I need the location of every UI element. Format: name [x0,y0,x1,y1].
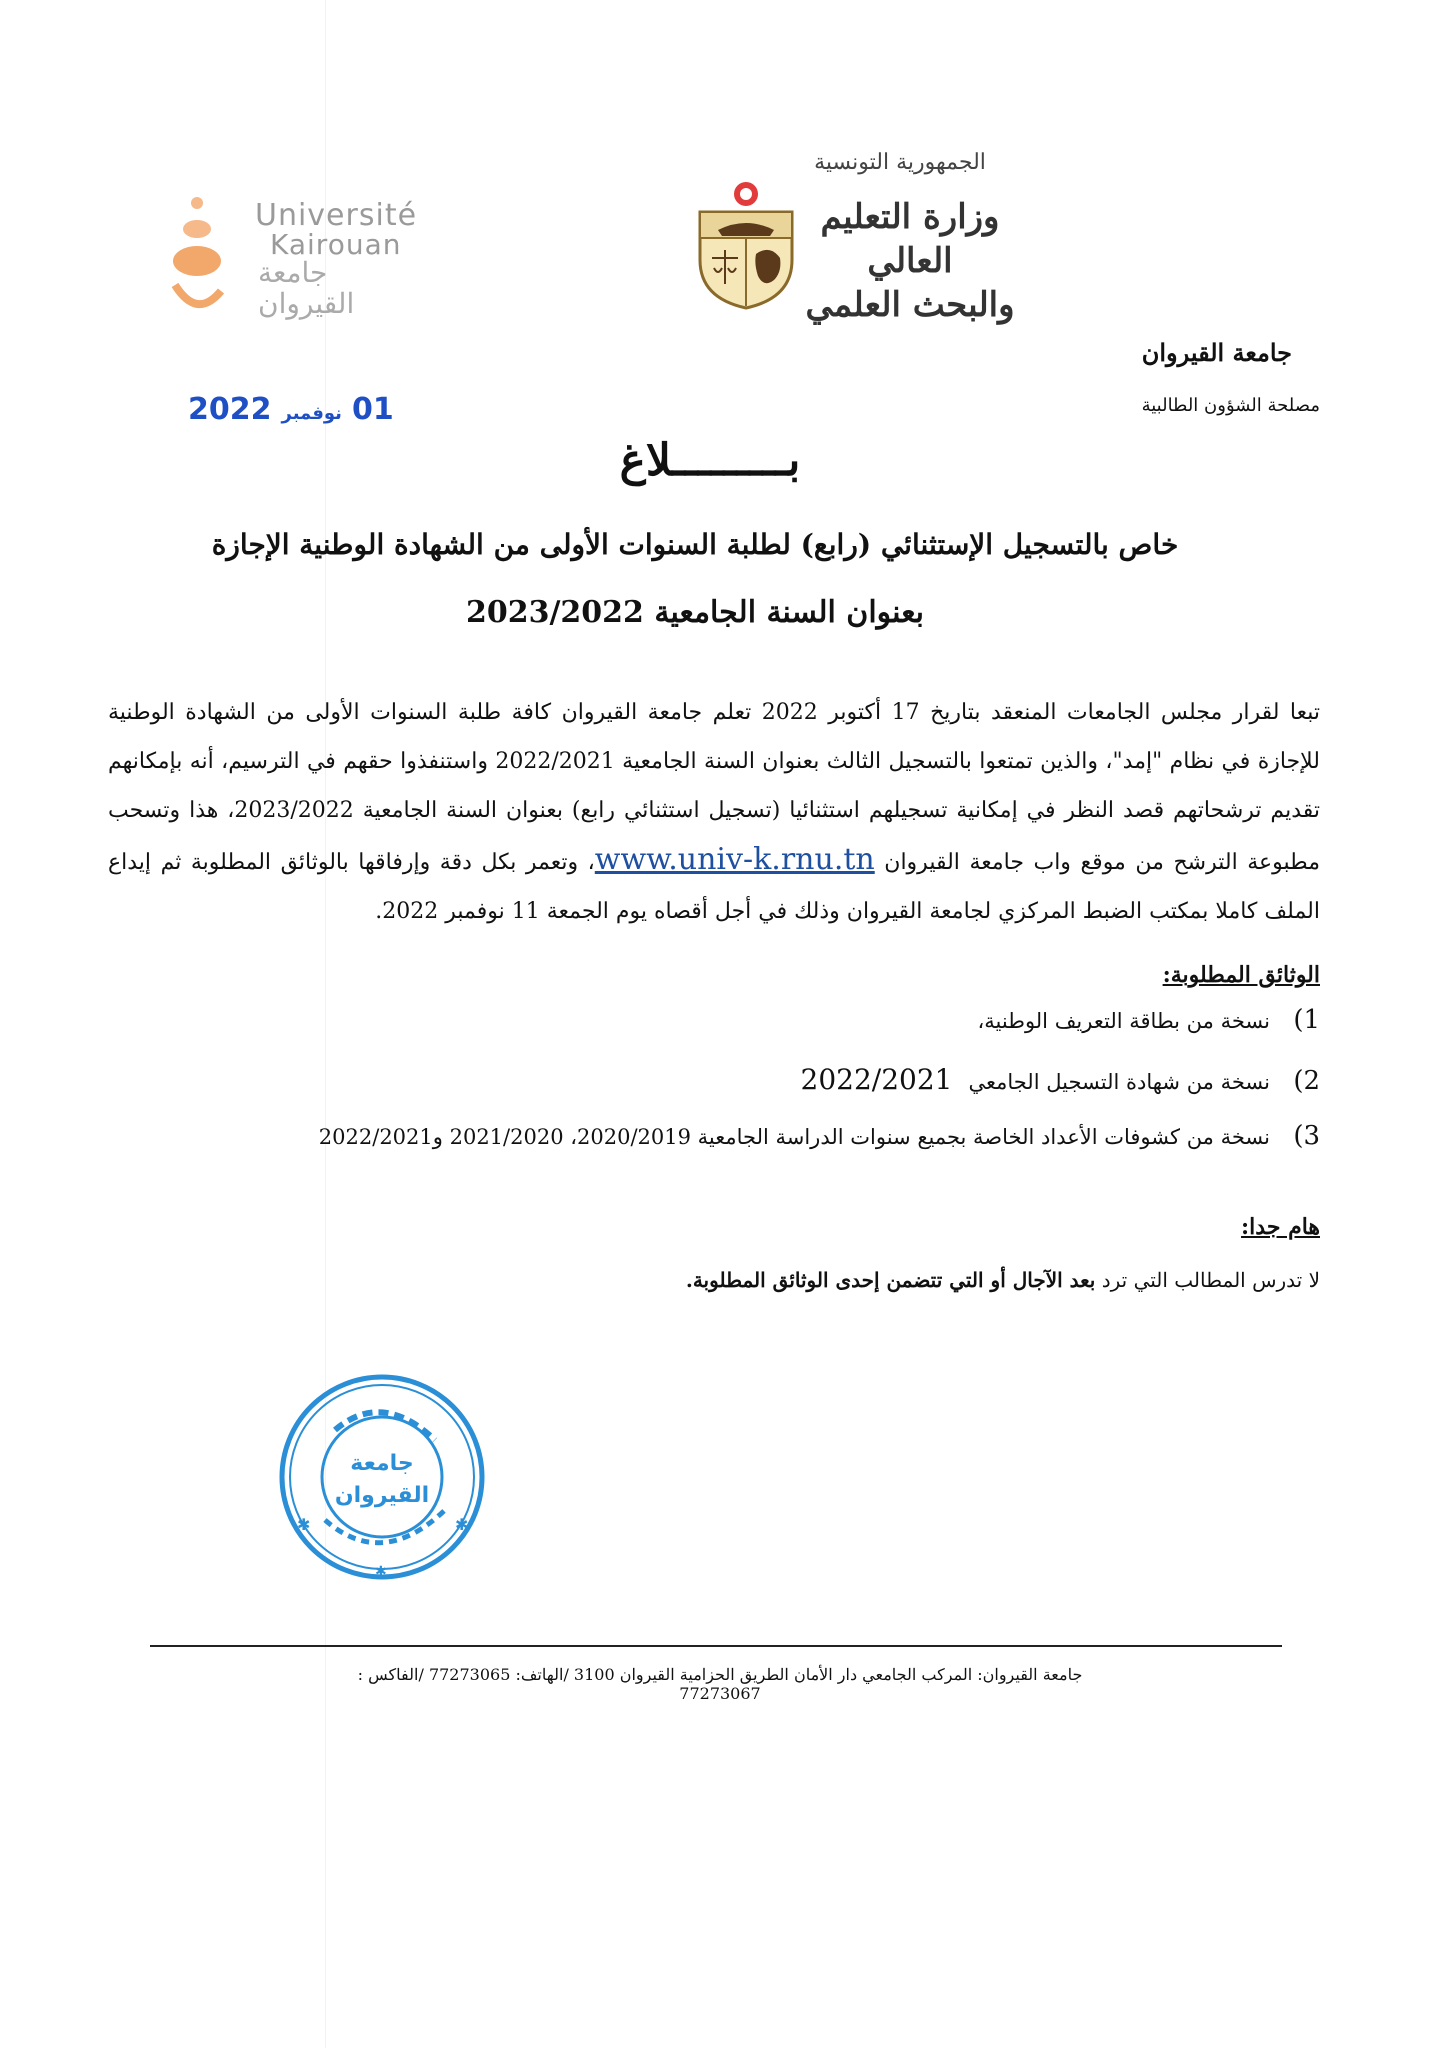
notice-subtitle-line-2: بعنوان السنة الجامعية 2023/2022 [465,595,925,630]
list-item-text: نسخة من كشوفات الأعداد الخاصة بجميع سنوات الدراسة الجامعية 2020/2019، 2021/2020 و2022/2021 [318,1125,1270,1149]
official-seal-icon [275,1370,490,1585]
list-item [170,1121,1320,1179]
university-website-link[interactable]: www.univ-k.rnu.tn [594,842,875,877]
list-item-number: (3 [1293,1121,1320,1151]
list-item-year: 2022/2021 [800,1063,953,1096]
important-heading: هام جدا: [1241,1214,1320,1240]
body-text-part-2: ، وتعمر بكل دقة وإرفاقها بالوثائق المطلوبة ثم إيداع الملف كاملا بمكتب الضبط المركزي لجامعة القيروان وذلك في أجل أقصاه يوم الجمعة 11 نوفمبر 2022. [108,850,1320,924]
required-documents-list [170,1005,1320,1179]
important-note [686,1268,1320,1292]
notice-title: بـــــــــلاغ [619,435,801,486]
notice-body-paragraph [108,688,1320,936]
notice-subtitle-line-1: خاص بالتسجيل الإستثنائي (رابع) لطلبة السنوات الأولى من الشهادة الوطنية الإجازة [211,528,1179,561]
date-month: نوفمبر [281,403,342,424]
seal-inner-text-2: القيروان [334,1483,430,1508]
svg-text:✱: ✱ [297,1515,311,1534]
date-year: 2022 [188,392,272,427]
tunisia-coat-of-arms-icon [690,180,802,310]
footer-divider [150,1645,1282,1647]
date-day: 01 [351,392,394,427]
important-note-bold: بعد الآجال أو التي تتضمن إحدى الوثائق المطلوبة. [685,1268,1096,1292]
university-logo-text-ar2: القيروان [258,287,355,320]
svg-text:✱: ✱ [375,1564,387,1580]
university-logo-text-city: Kairouan [270,228,402,261]
university-logo-text-ar1: جامعة [258,256,328,289]
list-item-number: (2 [1293,1066,1320,1096]
footer-address: جامعة القيروان: المركب الجامعي دار الأمان الطريق الحزامية القيروان 3100 /الهاتف: 77273065 /الفاكس : 77273067 [357,1665,1083,1703]
seal-inner-text-1: جامعة [350,1451,414,1476]
republic-label: الجمهورية التونسية [814,150,986,175]
list-item [170,1063,1320,1121]
list-item [170,1005,1320,1063]
list-item-number: (1 [1293,1005,1320,1035]
body-text-part-1: تبعا لقرار مجلس الجامعات المنعقد بتاريخ 17 أكتوبر 2022 تعلم جامعة القيروان كافة طلبة السنوات الأولى من الشهادة الوطنية للإجازة في نظام "إمد"، والذين تمتعوا بالتسجيل الثالث بعنوان السنة الجامعية 2022/2021 واستنفذوا حقهم في الترسيم، أنه بإمكانهم تقديم ترشحاتهم قصد النظر في إمكانية تسجيلهم استثنائيا (تسجيل استثنائي رابع) بعنوان السنة الجامعية 2023/2022، هذا وتسحب مطبوعة الترشح من موقع واب جامعة القيروان [108,700,1320,875]
list-item-text: نسخة من بطاقة التعريف الوطنية، [977,1009,1270,1033]
important-note-plain: لا تدرس المطالب التي ترد [1101,1268,1320,1292]
department-name: مصلحة الشؤون الطالبية [1141,395,1320,416]
ministry-name [780,195,1040,327]
ministry-line-2: والبحث العلمي [805,285,1015,325]
svg-text:✱: ✱ [455,1515,469,1534]
university-name: جامعة القيروان [1141,338,1292,367]
university-logo-text-fr: Université [255,198,418,233]
ministry-line-1: وزارة التعليم العالي [820,197,1000,281]
required-documents-heading: الوثائق المطلوبة: [1162,962,1320,988]
date-stamp [188,392,394,427]
list-item-text: نسخة من شهادة التسجيل الجامعي [968,1070,1270,1094]
